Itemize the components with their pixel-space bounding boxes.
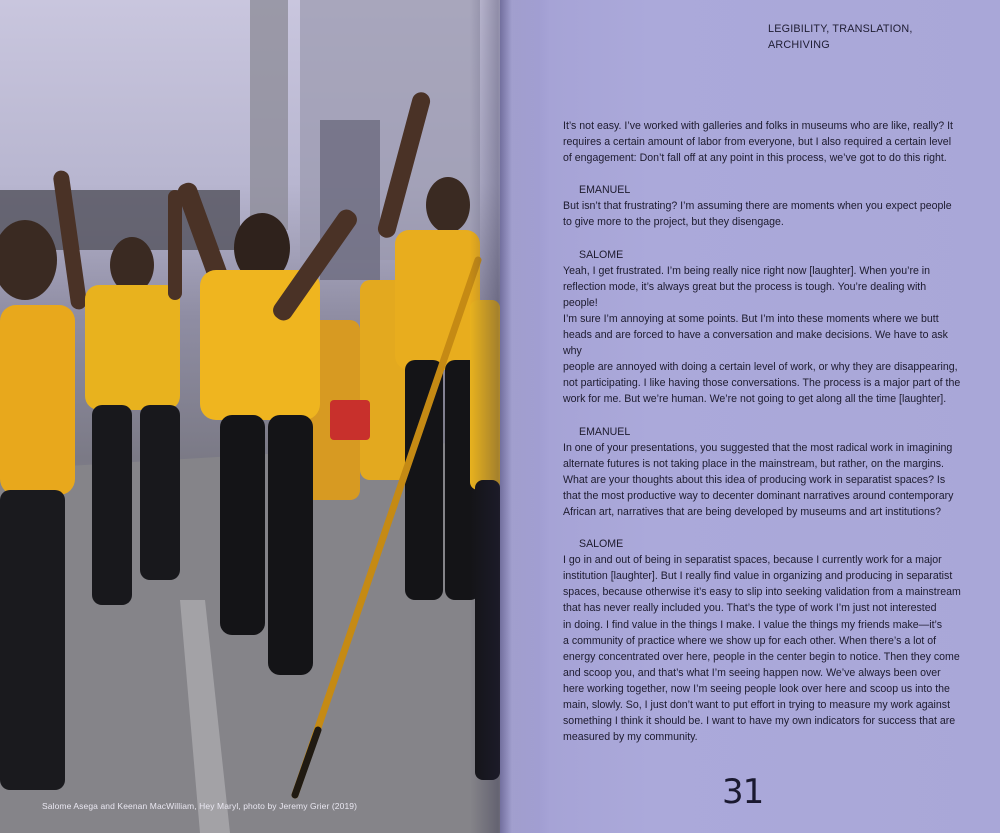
interview-text — [563, 118, 963, 745]
paragraph-emanuel-question-1: But isn’t that frustrating? I’m assuming there are moments when you expect people to give more to the project, but they disengage. — [563, 200, 952, 229]
speaker-label-emanuel: EMANUEL — [579, 425, 631, 438]
running-head: LEGIBILITY, TRANSLATION, ARCHIVING — [768, 23, 913, 51]
paragraph-salome-answer-1: Yeah, I get frustrated. I’m being really nice right now [laughter]. When you’re in reflection mode, it’s always great but the process is tough. You’re dealing with people! I’m sure I’m annoying at some points. But I’m into these moments where we butt heads and are forced to have a conversation and make decisions. We have to ask why people are annoyed with doing a certain level of work, or why they are disappearing, not participating. I like having those conversations. The process is a major part of the work for me. But we’re human. We’re not going to get along all the time [laughter]. — [563, 264, 961, 406]
page-number: 31 — [722, 772, 764, 812]
paragraph-emanuel-question-2: In one of your presentations, you suggested that the most radical work in imagining alternate futures is not taking place in the mainstream, but rather, on the margins. What are your thoughts about this idea of producing work in separatist spaces? Is that the most productive way to decenter dominant narratives around contemporary African art, narratives that are being developed by museums and art institutions? — [563, 441, 954, 518]
speaker-label-salome: SALOME — [579, 538, 624, 551]
speaker-label-emanuel: EMANUEL — [579, 184, 631, 197]
speaker-label-salome: SALOME — [579, 248, 624, 261]
paragraph-opening: It’s not easy. I’ve worked with galleries and folks in museums who are like, really? It requires a certain amount of labor from everyone, but I also required a certain level of engagement: Don’t fall off at any point in this process, we’ve got to do this right. — [563, 120, 953, 165]
paragraph-salome-answer-2: I go in and out of being in separatist spaces, because I currently work for a major institution [laughter]. But I really find value in organizing and producing in separatist spaces, because otherwise it’s easy to slip into seeking validation from a mainstream that has never really included you. That’s the type of work I’m just not interested in doing. I find value in the things I make. I value the things my friends make—it’s a community of practice where we show up for each other. When there’s a lot of energy concentrated over here, people in the center begin to notice. Then they come and scoop you, and that’s what I’m seeing happen now. We’ve always been over here working together, now I’m seeing people look over here and scoop us into the main, slowly. So, I just don’t want to put effort in trying to measure my work against something I think it should be. I want to have my own indicators for success that are measured by my community. — [563, 554, 961, 744]
photo-caption: Salome Asega and Keenan MacWilliam, Hey Maryl, photo by Jeremy Grier (2019) — [42, 801, 358, 811]
right-page — [500, 0, 1000, 833]
